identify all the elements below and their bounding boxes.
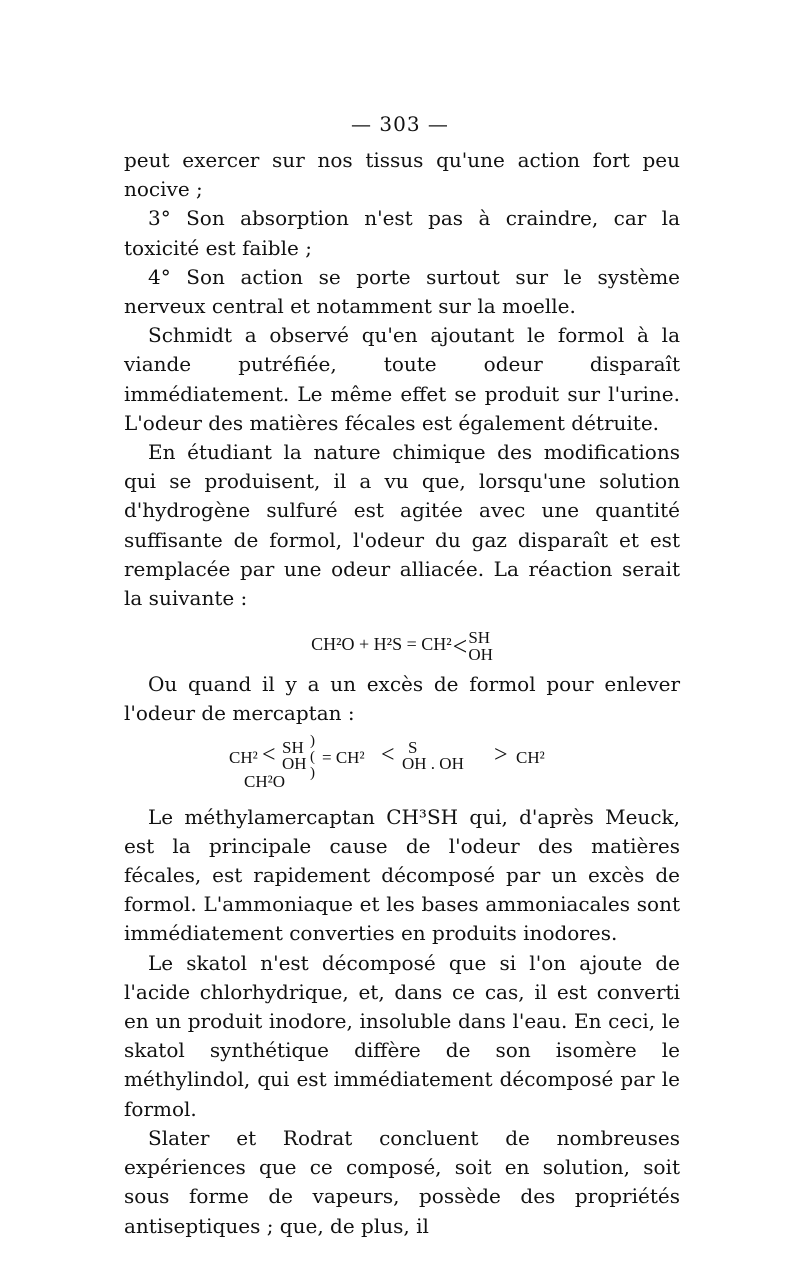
brace-symbol: ) ( ): [310, 732, 315, 781]
formula-2-eq: = CH²: [322, 747, 365, 767]
greater-than-symbol: >: [494, 741, 508, 768]
formula-1-left: CH²O + H²S = CH²: [311, 634, 452, 655]
formula-1-bottom: OH: [468, 645, 493, 665]
paragraph-7: Le méthylamercaptan CH³SH qui, d'après Meuck, est la principale cause de l'odeur des matières fécales, est rapidement décomposé par un excès de formol. L'ammoniaque et les bases ammoniacales sont immédiatement converties en produits inodores.: [124, 804, 680, 946]
paragraph-1: peut exercer sur nos tissus qu'une action fort peu nocive ;: [124, 148, 680, 202]
less-than-symbol: <: [452, 631, 468, 661]
chemical-formula-1: [124, 615, 680, 665]
formula-2-s: S: [408, 737, 418, 757]
formula-2-ch2-right: CH²: [516, 747, 545, 767]
paragraph-2: 3° Son absorption n'est pas à craindre, car la toxicité est faible ;: [124, 206, 680, 260]
formula-1-top: SH: [468, 628, 491, 648]
formula-2-ohoh: OH . OH: [402, 753, 464, 773]
page-number: — 303 —: [351, 112, 449, 136]
less-than-symbol: <: [381, 741, 395, 768]
body-text: [124, 146, 680, 1241]
paragraph-3: 4° Son action se porte surtout sur le système nerveux central et notamment sur la moelle.: [124, 264, 680, 319]
formula-2-oh: OH: [282, 753, 307, 773]
paragraph-4: Schmidt a observé qu'en ajoutant le formol à la viande putréfiée, toute odeur disparaît immédiatement. Le même effet se produit sur l'urine. L'odeur des matières fécales est également détruite.: [124, 323, 680, 435]
formula-2-ch2: CH²: [229, 747, 258, 767]
paragraph-6: Ou quand il y a un excès de formol pour enlever l'odeur de mercaptan :: [124, 672, 680, 726]
formula-1-stack: [468, 629, 493, 663]
formula-2-ch2o: CH²O: [244, 771, 285, 791]
paragraph-8: Le skatol n'est décomposé que si l'on ajoute de l'acide chlorhydrique, et, dans ce cas, il est converti en un produit inodore, insoluble dans l'eau. En ceci, le skatol synthétique diffère de son isomère le méthylindol, qui est immédiatement décomposé par le formol.: [124, 950, 680, 1121]
formula-2-sh: SH: [282, 737, 304, 757]
less-than-symbol: <: [262, 741, 276, 768]
paragraph-9: Slater et Rodrat concluent de nombreuses expériences que ce composé, soit en solution, soit sous forme de vapeurs, possède des propriétés antiseptiques ; que, de plus, il: [124, 1125, 680, 1238]
paragraph-5: En étudiant la nature chimique des modifications qui se produisent, il a vu que, lorsqu'une solution d'hydrogène sulfuré est agitée avec une quantité suffisante de formol, l'odeur du gaz disparaît et est remplacée par une odeur alliacée. La réaction serait la suivante :: [124, 440, 680, 611]
chemical-formula-2: [124, 733, 680, 797]
